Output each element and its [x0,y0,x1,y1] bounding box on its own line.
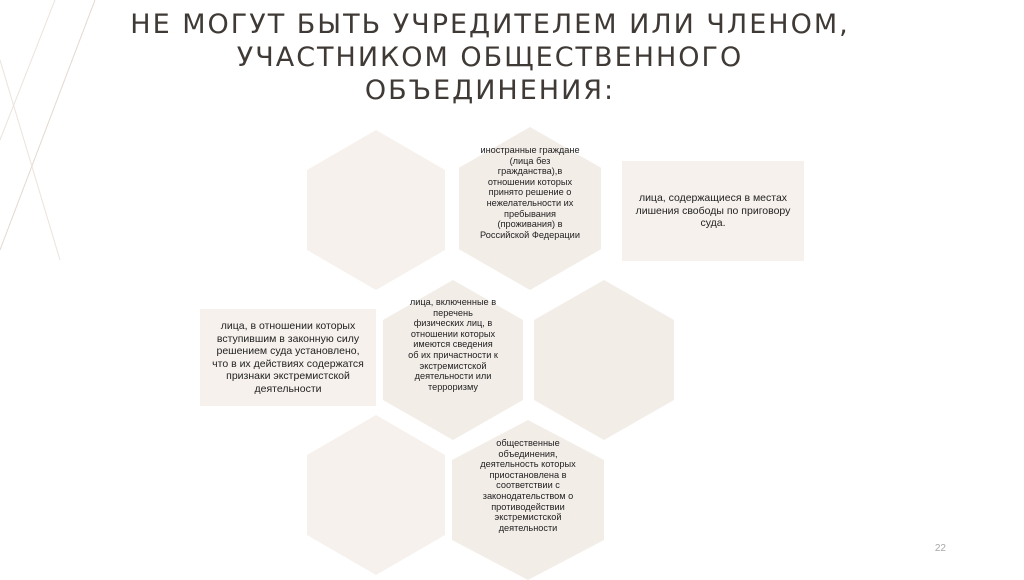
box-imprisoned-text: лица, содержащиеся в местах лишения свободы по приговору суда. [635,192,791,230]
box-court-extremism [200,309,376,406]
slide-title: НЕ МОГУТ БЫТЬ УЧРЕДИТЕЛЕМ ИЛИ ЧЛЕНОМ, УЧАСТНИКОМ ОБЩЕСТВЕННОГО ОБЪЕДИНЕНИЯ: [130,9,850,106]
hexagon-foreigners-text: иностранные граждане (лица без гражданства),в отношении которых принято решение о нежелательности их пребывания (проживания) в Российской Федерации [480,145,580,240]
page-number: 22 [934,543,946,554]
box-imprisoned [622,161,804,261]
box-court-extremism-text: лица, в отношении которых вступившим в законную силу решением суда установлено, что в их действиях содержатся признаки экстремистской деятельности [212,320,364,395]
hexagon-suspended-orgs-text: общественные объединения, деятельность которых приостановлена в соответствии с законодательством о противодействии экстремистской деятельности [480,438,576,533]
hexagon-terror-list-text: лица, включенные в перечень физических лиц, в отношении которых имеются сведения об их причастности к экстремистской деятельности или терроризму [408,297,498,392]
